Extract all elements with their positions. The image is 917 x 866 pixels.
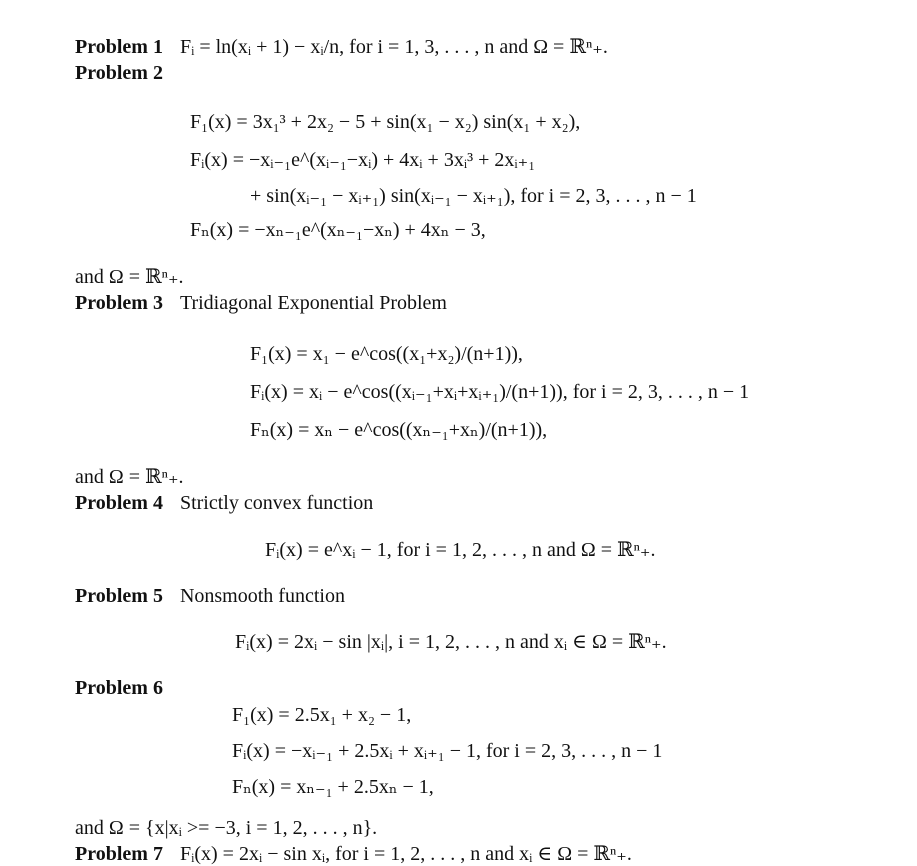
problem-6-eq-3: Fₙ(x) = xₙ₋₁ + 2.5xₙ − 1, xyxy=(232,776,434,798)
problem-6-eq-2: Fᵢ(x) = −xᵢ₋₁ + 2.5xᵢ + xᵢ₊₁ − 1, for i = 2, 3, . . . , n − 1 xyxy=(232,740,663,762)
problem-3-title: Tridiagonal Exponential Problem xyxy=(179,292,447,314)
problem-7 xyxy=(75,842,632,866)
problem-2-domain: and Ω = ℝⁿ₊. xyxy=(75,266,184,288)
problem-4 xyxy=(75,491,373,515)
problem-1-label: Problem 1 xyxy=(75,36,163,58)
problem-1-equation: Fᵢ = ln(xᵢ + 1) − xᵢ/n, for i = 1, 3, . . . , n and Ω = ℝⁿ₊. xyxy=(179,36,608,58)
problem-5-title: Nonsmooth function xyxy=(179,585,345,607)
problem-7-label: Problem 7 xyxy=(75,843,163,865)
problem-4-label: Problem 4 xyxy=(75,492,163,514)
problem-4-title: Strictly convex function xyxy=(179,492,374,514)
problem-2-eq-1: F₁(x) = 3x₁³ + 2x₂ − 5 + sin(x₁ − x₂) sin(x₁ + x₂), xyxy=(190,111,581,133)
problem-4-equation: Fᵢ(x) = e^xᵢ − 1, for i = 1, 2, . . . , n and Ω = ℝⁿ₊. xyxy=(265,539,656,561)
problem-1 xyxy=(75,35,608,59)
problem-2-eq-4: Fₙ(x) = −xₙ₋₁e^(xₙ₋₁−xₙ) + 4xₙ − 3, xyxy=(190,219,486,241)
problem-3-label: Problem 3 xyxy=(75,292,163,314)
problem-5 xyxy=(75,584,345,608)
problem-6-domain: and Ω = {x|xᵢ >= −3, i = 1, 2, . . . , n}. xyxy=(75,817,378,839)
problem-3-eq-2: Fᵢ(x) = xᵢ − e^cos((xᵢ₋₁+xᵢ+xᵢ₊₁)/(n+1)), for i = 2, 3, . . . , n − 1 xyxy=(250,381,750,403)
problem-2-eq-2: Fᵢ(x) = −xᵢ₋₁e^(xᵢ₋₁−xᵢ) + 4xᵢ + 3xᵢ³ + 2xᵢ₊₁ xyxy=(190,149,536,171)
problem-6-label: Problem 6 xyxy=(75,677,163,699)
problem-6-eq-1: F₁(x) = 2.5x₁ + x₂ − 1, xyxy=(232,704,412,726)
problem-3-domain: and Ω = ℝⁿ₊. xyxy=(75,466,184,488)
problem-3-eq-3: Fₙ(x) = xₙ − e^cos((xₙ₋₁+xₙ)/(n+1)), xyxy=(250,419,548,441)
problem-7-equation: Fᵢ(x) = 2xᵢ − sin xᵢ, for i = 1, 2, . . . , n and xᵢ ∈ Ω = ℝⁿ₊. xyxy=(179,843,632,865)
problem-5-label: Problem 5 xyxy=(75,585,163,607)
problem-3 xyxy=(75,291,447,315)
problem-5-equation: Fᵢ(x) = 2xᵢ − sin |xᵢ|, i = 1, 2, . . . , n and xᵢ ∈ Ω = ℝⁿ₊. xyxy=(235,631,667,653)
problem-2-label: Problem 2 xyxy=(75,62,163,84)
problem-2-eq-3: + sin(xᵢ₋₁ − xᵢ₊₁) sin(xᵢ₋₁ − xᵢ₊₁), for i = 2, 3, . . . , n − 1 xyxy=(250,185,697,207)
problem-3-eq-1: F₁(x) = x₁ − e^cos((x₁+x₂)/(n+1)), xyxy=(250,343,523,365)
